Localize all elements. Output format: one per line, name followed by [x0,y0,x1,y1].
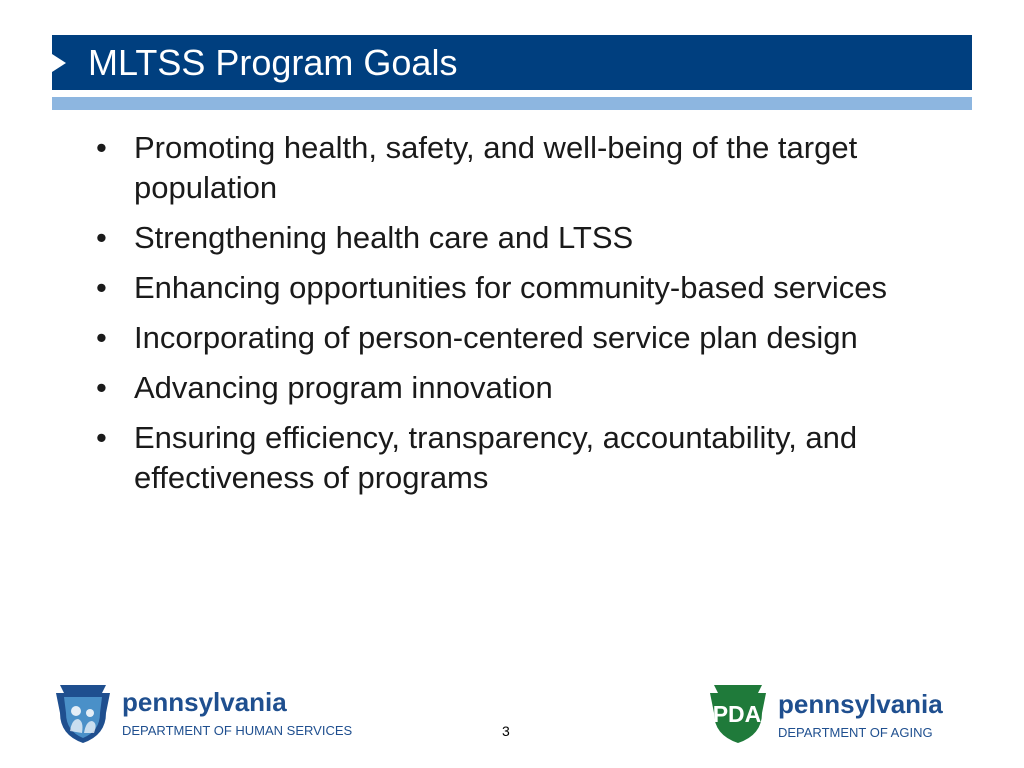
list-item [94,418,914,498]
title-divider-gap [52,90,972,97]
title-arrow-icon [52,54,66,72]
list-item [94,368,914,408]
bullet-icon: • [96,270,107,305]
dhs-logo [52,683,372,747]
pda-logo [706,683,976,747]
goals-list [94,128,914,508]
keystone-family-icon [52,683,114,745]
title-divider [52,97,972,110]
title-bar [52,35,972,90]
pda-badge [710,701,764,727]
bullet-text: Promoting health, safety, and well-being of the target population [134,130,858,205]
pda-wordmark: pennsylvania [778,689,943,719]
slide-title: MLTSS Program Goals [88,42,458,83]
dhs-department-name: DEPARTMENT OF HUMAN SERVICES [122,723,353,738]
bullet-icon: • [96,370,107,405]
list-item [94,128,914,208]
bullet-icon: • [96,420,107,455]
list-item [94,218,914,258]
bullet-icon: • [96,320,107,355]
bullet-icon: • [96,220,107,255]
bullet-icon: • [96,130,107,165]
page-number: 3 [502,723,510,739]
pda-department-name: DEPARTMENT OF AGING [778,725,933,740]
pda-badge-text: PDA [712,701,762,727]
list-item [94,268,914,308]
bullet-text: Incorporating of person-centered service plan design [134,320,858,355]
bullet-text: Enhancing opportunities for community-based services [134,270,887,305]
list-item [94,318,914,358]
bullet-text: Strengthening health care and LTSS [134,220,634,255]
dhs-wordmark: pennsylvania [122,687,287,717]
bullet-text: Ensuring efficiency, transparency, accountability, and effectiveness of programs [134,420,858,495]
bullet-text: Advancing program innovation [134,370,553,405]
